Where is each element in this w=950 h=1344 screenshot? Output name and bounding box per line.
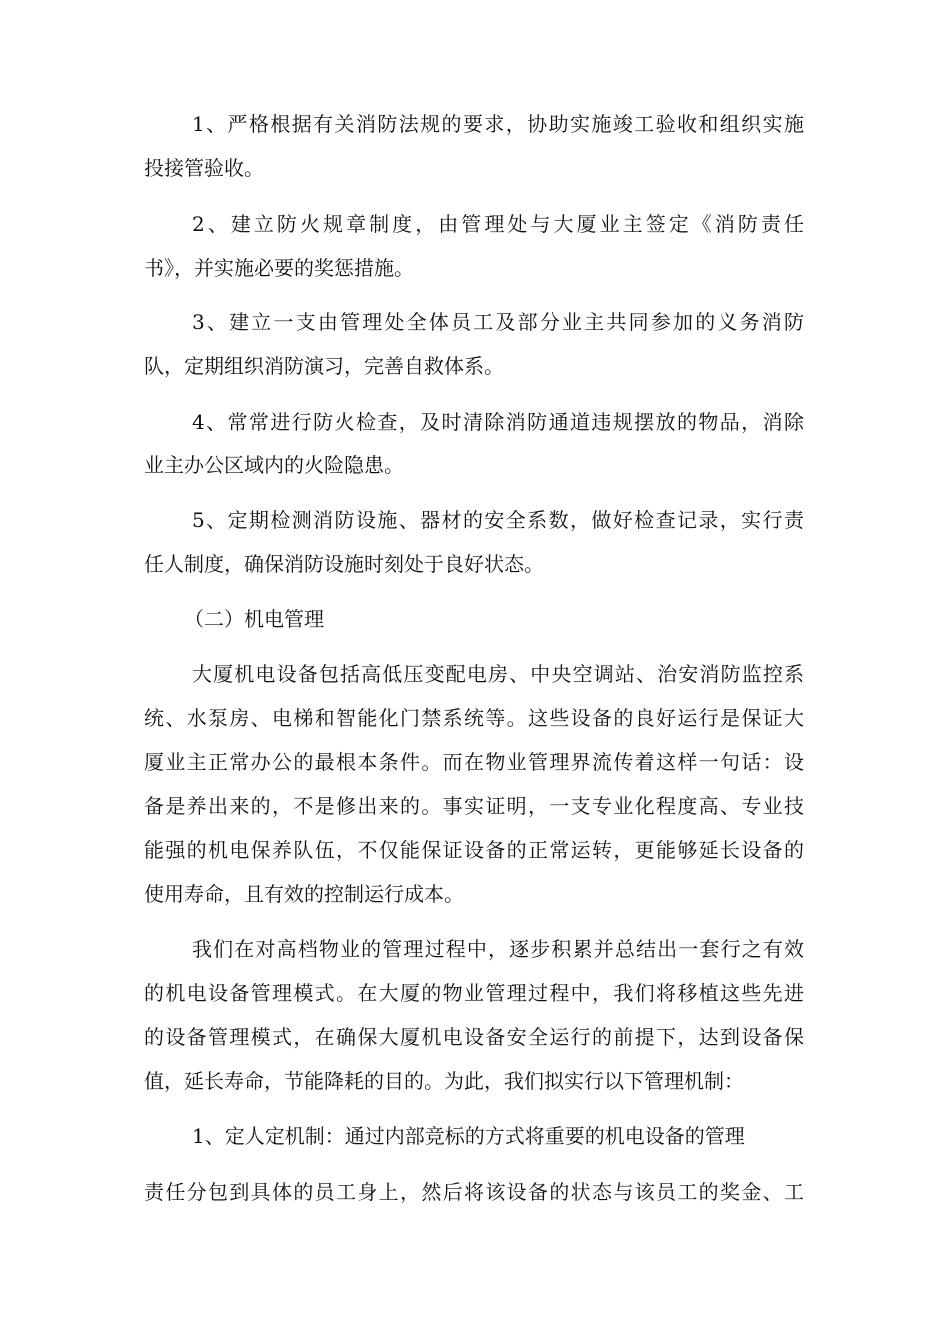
paragraph-1-line-5: 能强的机电保养队伍，不仅能保证设备的正常运转，更能够延长设备的: [144, 838, 804, 862]
mechanism-1-line-2: 责任分包到具体的员工身上，然后将该设备的状态与该员工的奖金、工: [144, 1180, 804, 1204]
item-2-line-1: 2、建立防火规章制度，由管理处与大厦业主签定《消防责任: [192, 212, 804, 236]
mechanism-1-line-1: 1、定人定机制：通过内部竞标的方式将重要的机电设备的管理: [192, 1124, 745, 1148]
paragraph-2-line-2: 的机电设备管理模式。在大厦的物业管理过程中，我们将移植这些先进: [144, 981, 804, 1005]
paragraph-1-line-2: 统、水泵房、电梯和智能化门禁系统等。这些设备的良好运行是保证大: [144, 706, 804, 730]
paragraph-1-line-3: 厦业主正常办公的最根本条件。而在物业管理界流传着这样一句话：设: [144, 750, 804, 774]
item-5-line-2: 任人制度，确保消防设施时刻处于良好状态。: [144, 552, 544, 576]
item-3-line-2: 队，定期组织消防演习，完善自救体系。: [144, 354, 504, 378]
item-4-line-2: 业主办公区域内的火险隐患。: [144, 453, 404, 477]
paragraph-1-line-6: 使用寿命，且有效的控制运行成本。: [144, 882, 464, 906]
item-4-line-1: 4、常常进行防火检查，及时清除消防通道违规摆放的物品，消除: [192, 410, 804, 434]
paragraph-2-line-4: 值，延长寿命，节能降耗的目的。为此，我们拟实行以下管理机制：: [144, 1069, 744, 1093]
paragraph-2-line-1: 我们在对高档物业的管理过程中，逐步积累并总结出一套行之有效: [192, 937, 804, 961]
paragraph-1-line-4: 备是养出来的，不是修出来的。事实证明，一支专业化程度高、专业技: [144, 794, 804, 818]
item-3-line-1: 3、建立一支由管理处全体员工及部分业主共同参加的义务消防: [192, 310, 804, 334]
item-2-line-2: 书》，并实施必要的奖惩措施。: [144, 256, 414, 280]
paragraph-1-line-1: 大厦机电设备包括高低压变配电房、中央空调站、治安消防监控系: [192, 662, 804, 686]
item-5-line-1: 5、定期检测消防设施、器材的安全系数，做好检查记录，实行责: [192, 508, 804, 532]
item-1-line-2: 投接管验收。: [144, 156, 264, 180]
section-heading: （二）机电管理: [184, 607, 324, 631]
paragraph-2-line-3: 的设备管理模式，在确保大厦机电设备安全运行的前提下，达到设备保: [144, 1025, 804, 1049]
item-1-line-1: 1、严格根据有关消防法规的要求，协助实施竣工验收和组织实施: [192, 112, 804, 136]
